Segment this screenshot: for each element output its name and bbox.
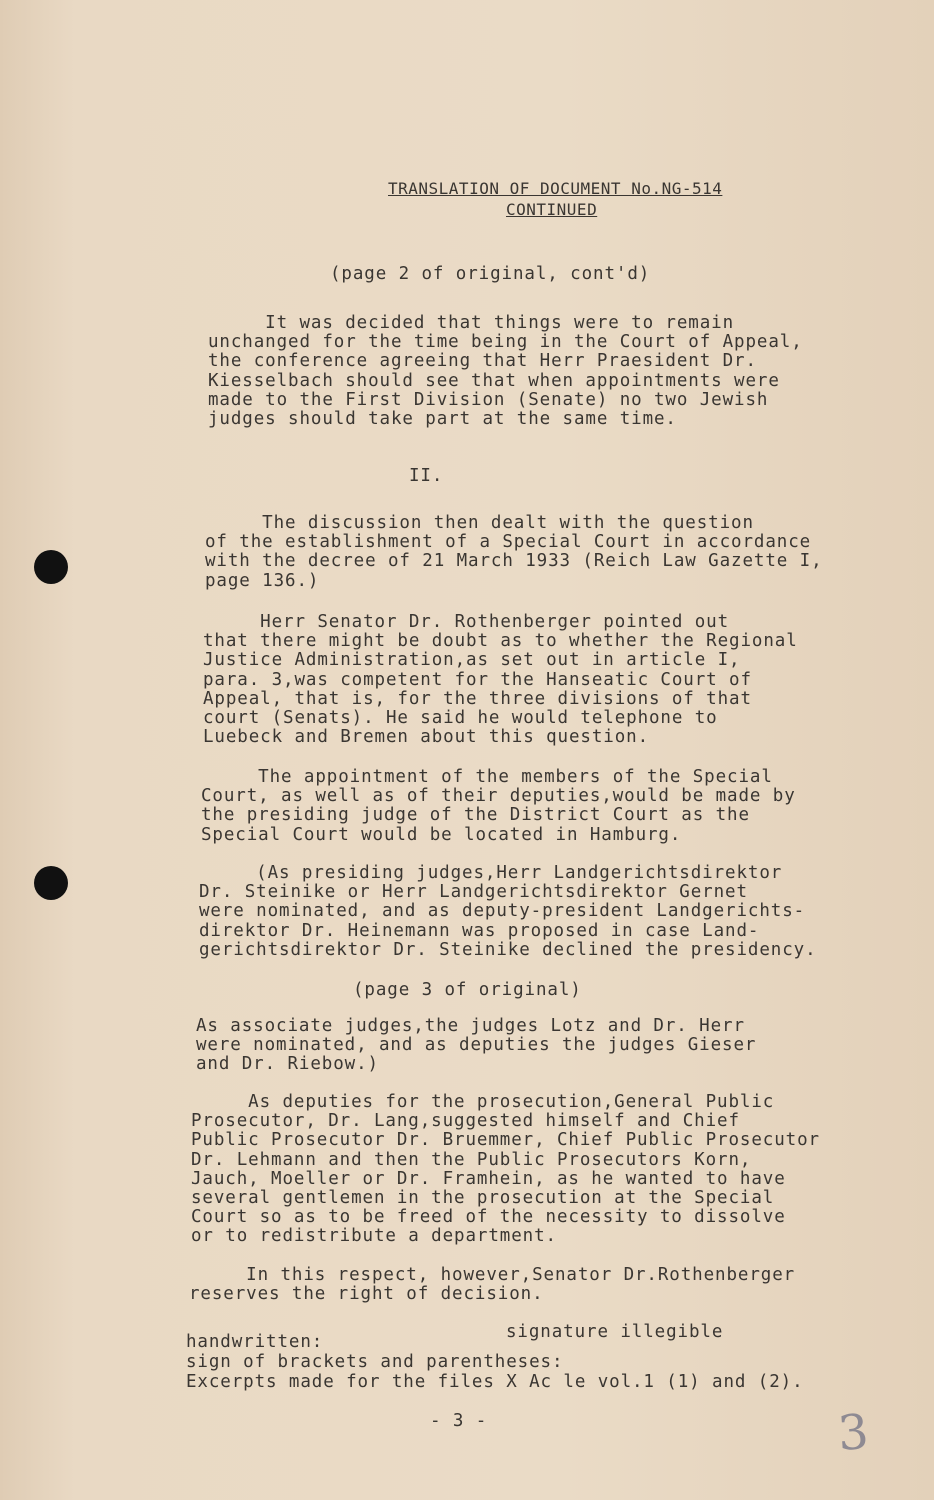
document-header <box>388 178 788 220</box>
punch-hole-bottom <box>34 866 68 900</box>
header-title: TRANSLATION OF DOCUMENT No.NG-514 <box>388 179 723 198</box>
paragraph-appointment: The appointment of the members of the Special Court, as well as of their deputies,would be made by the presiding judge of the District Court as the Special Court would be located in Hamburg. <box>201 767 796 845</box>
page-note-original-3: (page 3 of original) <box>353 980 582 1000</box>
paragraph-presiding-judges: (As presiding judges,Herr Landgerichtsdirektor Dr. Steinike or Herr Landgerichtsdirektor Gernet were nominated, and as deputy-president Landgerichts- direktor Dr. Heinemann was proposed in case Land- gerichtsdirektor Dr. Steinike declined the presidency. <box>199 863 817 960</box>
signature-note: signature illegible <box>506 1322 724 1342</box>
paragraph-rothenberger: Herr Senator Dr. Rothenberger pointed out that there might be doubt as to whether the Regional Justice Administration,as set out in article I, para. 3,was competent for the Hanseatic Court of Appeal, that is, for the three divisions of that court (Senats). He said he would telephone to Luebeck and Bremen about this question. <box>203 612 798 748</box>
header-continued: CONTINUED <box>506 200 598 219</box>
paragraph-prosecution: As deputies for the prosecution,General Public Prosecutor, Dr. Lang,suggested himself and Chief Public Prosecutor Dr. Bruemmer, Chief Public Prosecutor Dr. Lehmann and then the Public Prosecutors Korn, Jauch, Moeller or Dr. Framhein, as he wanted to have several gentlemen in the prosecution at the Special Court so as to be freed of the necessity to dissolve or to redistribute a department. <box>191 1092 820 1247</box>
footer-notes: handwritten: sign of brackets and parentheses: Excerpts made for the files X Ac le vol.1 (1) and (2). <box>186 1332 804 1392</box>
page-number: - 3 - <box>430 1411 488 1431</box>
handwritten-page-number: 3 <box>836 1404 871 1462</box>
page-note-original-2: (page 2 of original, cont'd) <box>330 264 651 284</box>
punch-hole-top <box>34 550 68 584</box>
section-heading-ii: II. <box>409 466 444 486</box>
paragraph-special-court: The discussion then dealt with the question of the establishment of a Special Court in accordance with the decree of 21 March 1933 (Reich Law Gazette I, page 136.) <box>205 513 823 591</box>
paragraph-reservation: In this respect, however,Senator Dr.Rothenberger reserves the right of decision. <box>189 1265 796 1305</box>
paragraph-associate-judges: As associate judges,the judges Lotz and Dr. Herr were nominated, and as deputies the judges Gieser and Dr. Riebow.) <box>196 1016 757 1075</box>
paragraph-decision: It was decided that things were to remain unchanged for the time being in the Court of Appeal, the conference agreeing that Herr Praesident Dr. Kiesselbach should see that when appointments were made to the First Division (Senate) no two Jewish judges should take part at the same time. <box>208 313 803 430</box>
